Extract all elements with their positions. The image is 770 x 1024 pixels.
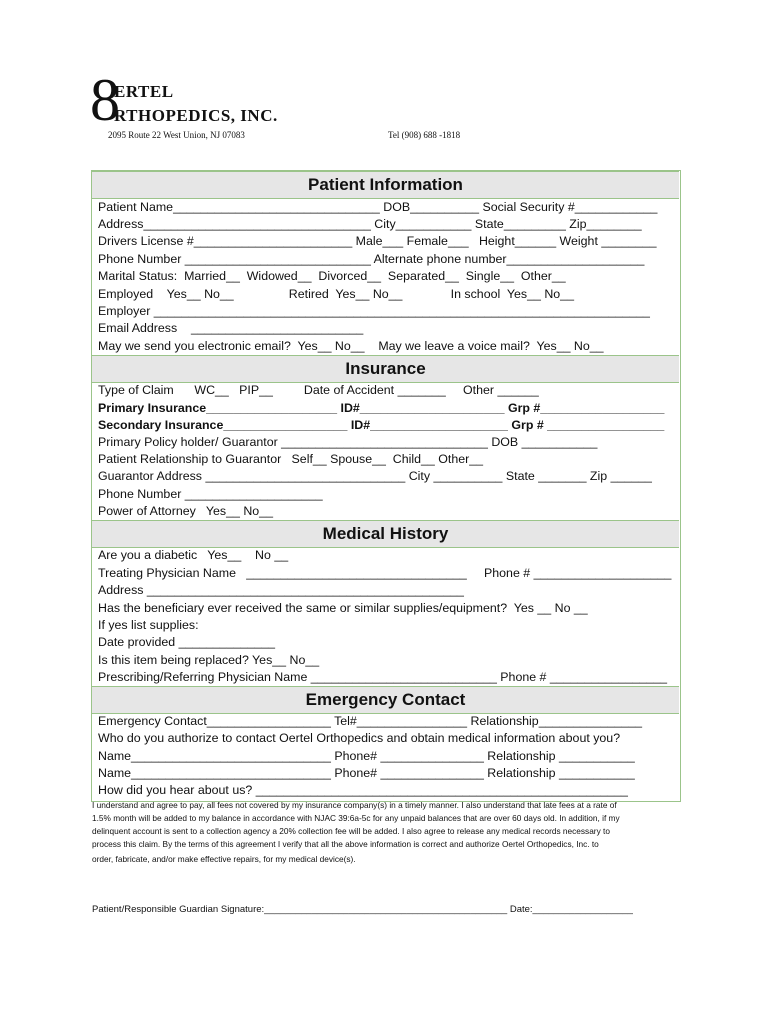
guarantor-address-line[interactable]: Guarantor Address _____________________________ City __________ State _______ Zip ______ — [98, 469, 652, 483]
physician-address-line[interactable]: Address ______________________________________________ — [98, 583, 464, 597]
company-address: 2095 Route 22 West Union, NJ 07083 — [108, 130, 245, 140]
treating-physician-line[interactable]: Treating Physician Name ________________________________ Phone # ____________________ — [98, 566, 672, 580]
patient-name-line[interactable]: Patient Name______________________________ DOB__________ Social Security #____________ — [98, 200, 658, 214]
signature-line[interactable]: Patient/Responsible Guardian Signature:______________________________________________ Date:___________________ — [92, 904, 633, 915]
item-replaced-line[interactable]: Is this item being replaced? Yes__ No__ — [98, 653, 320, 667]
policy-holder-line[interactable]: Primary Policy holder/ Guarantor ______________________________ DOB ___________ — [98, 435, 598, 449]
employer-line[interactable]: Employer ________________________________________________________________________ — [98, 304, 650, 318]
marital-status-line[interactable]: Marital Status: Married__ Widowed__ Divorced__ Separated__ Single__ Other__ — [98, 269, 566, 283]
disclaimer-line-1: I understand and agree to pay, all fees not covered by my insurance company(s) in a timely manner. I also understand that late fees at a rate of — [92, 800, 617, 810]
disclaimer-line-4: process this claim. By the terms of this agreement I verify that all the above information is correct and authorize Oertel Orthopedics, Inc. to — [92, 839, 599, 849]
authorize-contact-line: Who do you authorize to contact Oertel Orthopedics and obtain medical information about you? — [98, 731, 621, 745]
disclaimer-line-3: delinquent account is sent to a collection agency a 20% collection fee will be added. I also agree to release any medical records necessary to — [92, 826, 610, 836]
claim-type-line[interactable]: Type of Claim WC__ PIP__ Date of Accident _______ Other ______ — [98, 383, 539, 397]
disclaimer-line-5: order, fabricate, and/or make effective repairs, for my medical device(s). — [92, 854, 356, 864]
section-header-medical: Medical History — [92, 520, 679, 548]
section-header-insurance: Insurance — [92, 355, 679, 383]
prior-supplies-line[interactable]: Has the beneficiary ever received the same or similar supplies/equipment? Yes __ No __ — [98, 601, 588, 615]
phone-line[interactable]: Phone Number ___________________________ Alternate phone number____________________ — [98, 252, 645, 266]
authorized-contact-2-line[interactable]: Name_____________________________ Phone# _______________ Relationship ___________ — [98, 766, 635, 780]
supplies-list-line[interactable]: If yes list supplies: — [98, 618, 199, 632]
referral-source-line[interactable]: How did you hear about us? ______________________________________________________ — [98, 783, 628, 797]
disclaimer-line-2: 1.5% month will be added to my balance in accordance with NJAC 39:6a-5c for any unpaid balances that are over 60 days old. In addition, if my — [92, 813, 620, 823]
guarantor-phone-line[interactable]: Phone Number ____________________ — [98, 487, 323, 501]
section-header-patient: Patient Information — [92, 171, 679, 199]
logo-line-1: ERTEL — [114, 82, 174, 101]
company-phone: Tel (908) 688 -1818 — [388, 130, 461, 140]
address-line[interactable]: Address_________________________________ City___________ State_________ Zip________ — [98, 217, 642, 231]
contact-preference-line[interactable]: May we send you electronic email? Yes__ No__ May we leave a voice mail? Yes__ No__ — [98, 339, 604, 353]
email-line[interactable]: Email Address _________________________ — [98, 321, 364, 335]
logo-digit: 8 — [90, 67, 120, 133]
authorized-contact-1-line[interactable]: Name_____________________________ Phone# _______________ Relationship ___________ — [98, 749, 635, 763]
section-header-emergency: Emergency Contact — [92, 686, 679, 714]
diabetic-line[interactable]: Are you a diabetic Yes__ No __ — [98, 548, 289, 562]
date-provided-line[interactable]: Date provided ______________ — [98, 635, 276, 649]
secondary-insurance-line[interactable]: Secondary Insurance__________________ ID#____________________ Grp # _________________ — [98, 418, 665, 432]
logo-line-2: RTHOPEDICS, INC. — [114, 106, 278, 125]
primary-insurance-line[interactable]: Primary Insurance___________________ ID#_____________________ Grp #__________________ — [98, 401, 665, 415]
guarantor-relationship-line[interactable]: Patient Relationship to Guarantor Self__ Spouse__ Child__ Other__ — [98, 452, 484, 466]
employment-line[interactable]: Employed Yes__ No__ Retired Yes__ No__ In school Yes__ No__ — [98, 287, 574, 301]
referring-physician-line[interactable]: Prescribing/Referring Physician Name ___________________________ Phone # _________________ — [98, 670, 668, 684]
emergency-contact-line[interactable]: Emergency Contact__________________ Tel#________________ Relationship_______________ — [98, 714, 643, 728]
license-line[interactable]: Drivers License #_______________________ Male___ Female___ Height______ Weight ________ — [98, 234, 657, 248]
power-of-attorney-line[interactable]: Power of Attorney Yes__ No__ — [98, 504, 273, 518]
